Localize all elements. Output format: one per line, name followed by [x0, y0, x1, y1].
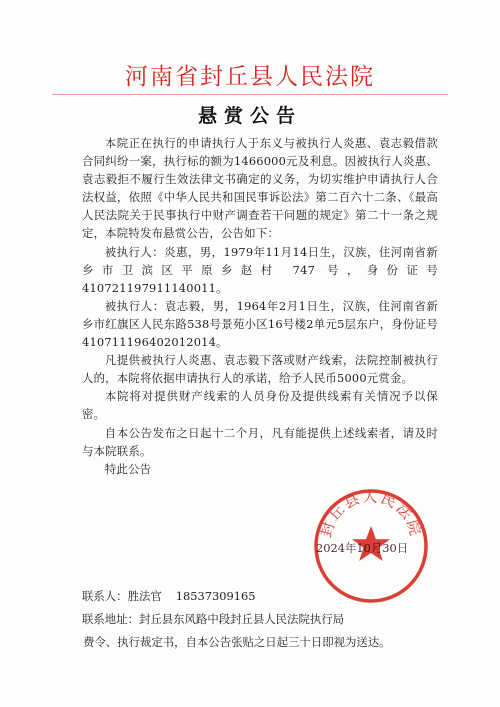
contact-row	[82, 585, 462, 608]
notice-body	[82, 134, 438, 478]
footer-note	[82, 631, 462, 654]
notice-title: 悬赏公告	[197, 105, 302, 127]
seal-text: 封丘县人民法院	[316, 488, 426, 540]
address-value: 封丘县东风路中段封丘县人民法院执行局	[138, 612, 345, 626]
paragraph-validity: 自本公告发布之日起十二个月，凡有能提供上述线索者，请及时与本院联系。	[82, 425, 438, 458]
paragraph-case-intro: 本院正在执行的申请执行人于东义与被执行人炎惠、袁志毅借款合同纠纷一案，执行标的额为1466000元及利息。因被执行人炎惠、袁志毅拒不履行生效法律文书确定的义务，为切实维护申请执行人合法权益，依照《中华人民共和国民事诉讼法》第二百六十二条、《最高人民法院关于民事执行中财产调查若干问题的规定》第二十一条之规定，本院特发布悬赏公告，公告如下：	[82, 136, 438, 241]
paragraph-confidentiality: 本院将对提供财产线索的人员身份及提供线索有关情况予以保密。	[82, 389, 438, 422]
title-divider	[52, 94, 448, 95]
contact-phone: 18537309165	[175, 589, 256, 603]
contact-footer	[82, 585, 462, 654]
seal-date: 2024年10月30日	[316, 541, 409, 555]
address-row	[82, 608, 462, 631]
paragraph-debtor-2: 被执行人：袁志毅，男，1964年2月1日生，汉族，住河南省新乡市红旗区人民东路538号景苑小区16号楼2单元5层东户，身份证号410711196402012014。	[82, 298, 438, 350]
paragraph-closing: 特此公告	[104, 461, 152, 476]
paragraph-debtor-1: 被执行人：炎惠，男，1979年11月14日生，汉族，住河南省新乡市卫滨区平原乡赵村 747 号，身份证号410721197911140011。	[82, 244, 438, 295]
court-name: 河南省封丘县人民法院	[125, 64, 375, 90]
paragraph-reward: 凡提供被执行人炎惠、袁志毅下落或财产线索，法院控制被执行人的，本院将依据申请执行人的承诺，给予人民币5000元赏金。	[82, 353, 438, 386]
footer-note-text: 费令、执行裁定书，自本公告张贴之日起三十日即视为送达。	[83, 635, 391, 649]
contact-name: 胜法官	[127, 589, 162, 603]
address-label: 联系地址：	[82, 612, 139, 626]
contact-label: 联系人：	[82, 589, 128, 603]
